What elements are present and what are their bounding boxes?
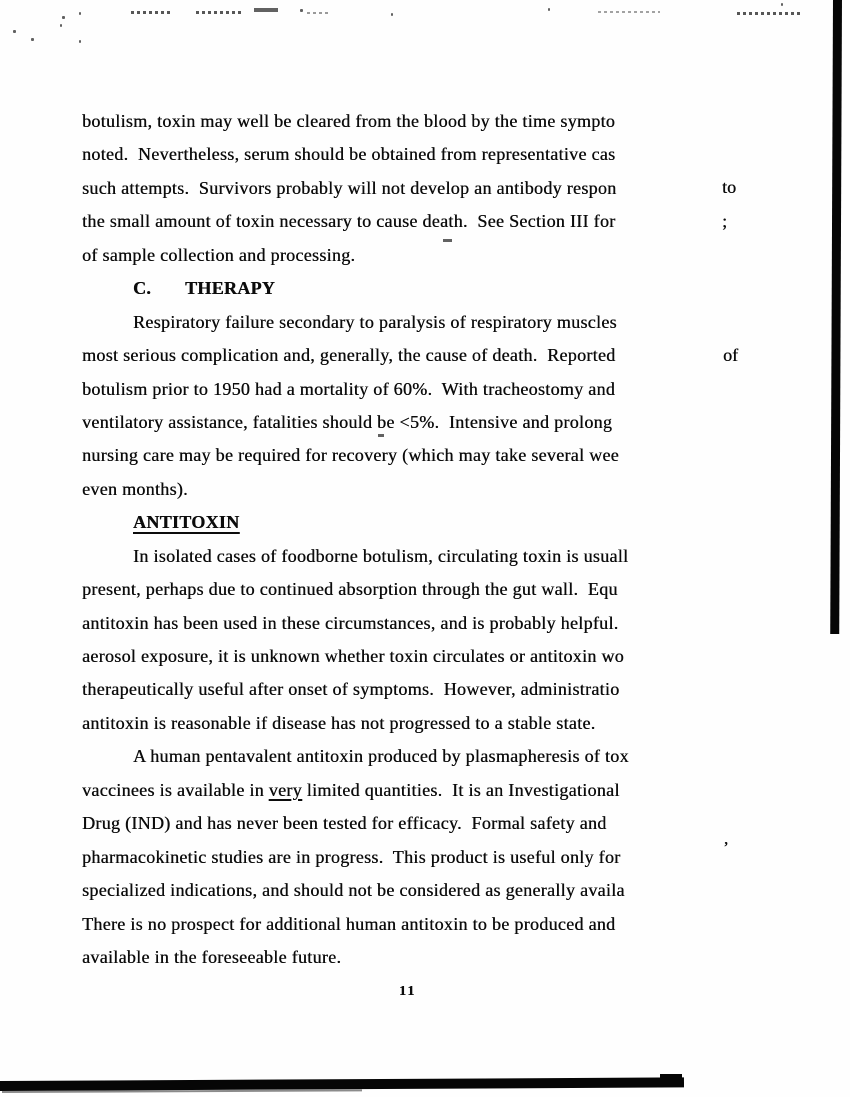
section-title: THERAPY	[185, 278, 276, 299]
scan-noise	[737, 12, 803, 15]
scan-noise	[300, 9, 303, 12]
text-line: noted. Nevertheless, serum should be obtained from representative cas	[82, 144, 616, 165]
scan-noise	[131, 11, 173, 14]
margin-text-fragment: ’	[723, 838, 729, 857]
scan-edge-bar-bottom-nub	[660, 1074, 682, 1082]
scan-noise	[31, 38, 34, 41]
scan-noise	[60, 24, 62, 27]
scan-noise	[79, 12, 81, 15]
scan-noise	[391, 13, 393, 16]
scan-noise	[307, 12, 331, 14]
underlined-word: very	[268, 779, 302, 800]
page-number: 11	[399, 984, 417, 999]
text-line: such attempts. Survivors probably will not develop an antibody respon	[82, 177, 617, 198]
text-line: most serious complication and, generally, the cause of death. Reported	[82, 345, 616, 366]
scan-edge-bar-vertical	[830, 0, 842, 634]
text-line: A human pentavalent antitoxin produced by plasmapheresis of tox	[133, 746, 629, 767]
document-body-text	[82, 105, 742, 974]
text-line: specialized indications, and should not be considered as generally availa	[82, 880, 625, 901]
scan-noise	[196, 11, 242, 14]
text-segment: vaccinees is available in	[82, 779, 269, 800]
text-line: In isolated cases of foodborne botulism, circulating toxin is usuall	[133, 545, 629, 566]
scan-noise	[13, 30, 16, 33]
scan-noise	[598, 11, 660, 13]
text-line: botulism prior to 1950 had a mortality of 60%. With tracheostomy and	[82, 378, 616, 399]
text-line: therapeutically useful after onset of symptoms. However, administratio	[82, 679, 620, 700]
text-line: There is no prospect for additional human antitoxin to be produced and	[82, 913, 616, 934]
text-line: antitoxin has been used in these circumstances, and is probably helpful.	[82, 612, 619, 633]
margin-text-fragment: of	[723, 345, 738, 365]
text-line: present, perhaps due to continued absorption through the gut wall. Equ	[82, 579, 618, 600]
text-line: antitoxin is reasonable if disease has not progressed to a stable state.	[82, 712, 596, 733]
section-letter: C.	[133, 278, 152, 299]
text-line	[82, 774, 742, 807]
text-line: aerosol exposure, it is unknown whether toxin circulates or antitoxin wo	[82, 646, 624, 666]
scan-noise	[781, 3, 783, 6]
text-line: Respiratory failure secondary to paralysis of respiratory muscles	[133, 311, 617, 332]
text-line: even months).	[82, 478, 188, 499]
text-line: botulism, toxin may well be cleared from the blood by the time sympto	[82, 111, 616, 131]
scan-noise	[548, 8, 550, 11]
section-title: ANTITOXIN	[133, 512, 240, 533]
text-line: available in the foreseeable future.	[82, 946, 342, 967]
text-line: Drug (IND) and has never been tested for efficacy. Formal safety and	[82, 813, 607, 834]
text-line: nursing care may be required for recovery (which may take several wee	[82, 445, 619, 466]
section-heading-therapy	[82, 272, 742, 305]
text-line: ventilatory assistance, fatalities should be <5%. Intensive and prolong	[82, 411, 613, 432]
scan-noise	[254, 8, 278, 12]
text-segment: limited quantities. It is an Investigational	[301, 779, 620, 800]
scan-edge-bar-bottom-shadow	[2, 1089, 362, 1093]
section-heading-antitoxin	[82, 506, 742, 539]
scan-noise	[62, 16, 65, 19]
scan-noise	[79, 40, 81, 43]
text-line: pharmacokinetic studies are in progress. This product is useful only for	[82, 846, 621, 867]
margin-text-fragment: ;	[722, 211, 728, 231]
margin-text-fragment: to	[722, 177, 737, 197]
text-line: of sample collection and processing.	[82, 244, 356, 265]
text-line: the small amount of toxin necessary to cause death. See Section III for	[82, 211, 616, 232]
